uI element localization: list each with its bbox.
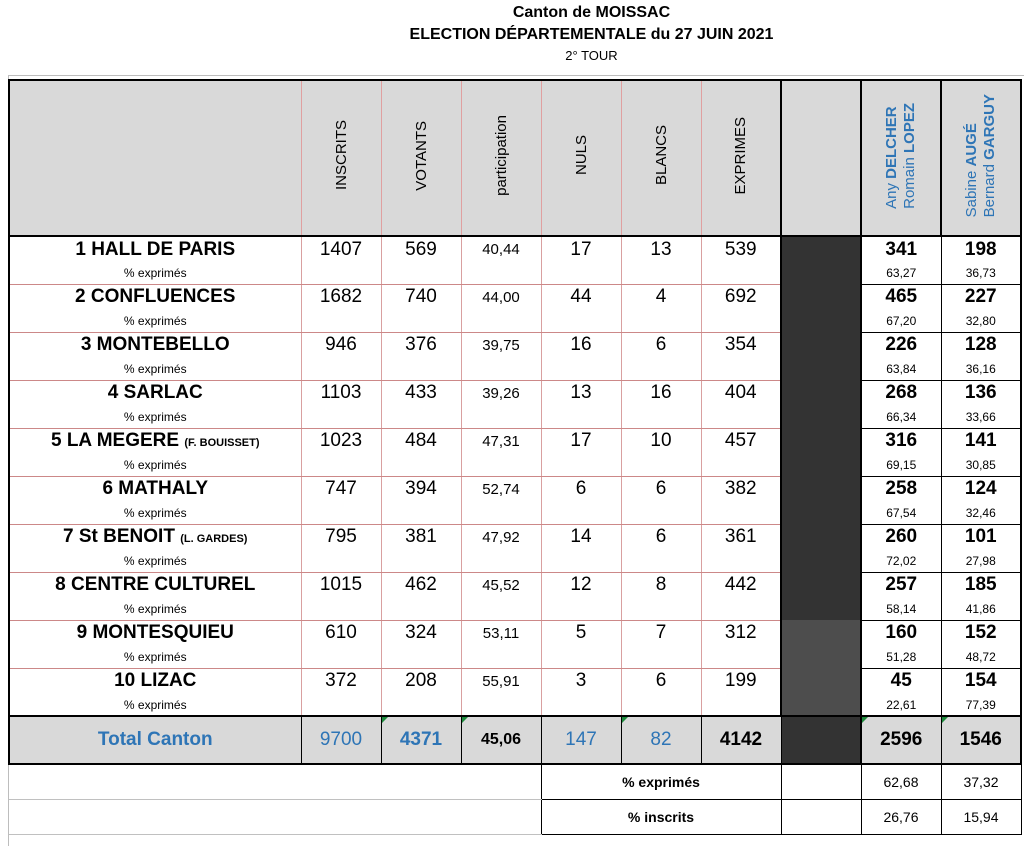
sub-blank (541, 262, 621, 284)
table-subrow (9, 358, 1021, 380)
cell-candidate-2: 101 (941, 524, 1021, 550)
bureau-name: 6 MATHALY (9, 476, 301, 502)
sub-label: % exprimés (9, 502, 301, 524)
stat-inscrits-c2: 15,94 (941, 799, 1021, 834)
sub-blank (301, 598, 381, 620)
cell-votants: 740 (381, 284, 461, 310)
bureau-name: 7 St BENOIT (L. GARDES) (9, 524, 301, 550)
total-label: Total Canton (9, 716, 301, 764)
separator-cell (781, 476, 861, 524)
separator-cell (781, 380, 861, 428)
total-exprimes: 4142 (701, 716, 781, 764)
sub-label: % exprimés (9, 262, 301, 284)
bureau-name: 1 HALL DE PARIS (9, 236, 301, 262)
cell-pct-candidate-2: 48,72 (941, 646, 1021, 668)
sub-blank (301, 646, 381, 668)
cell-blancs: 7 (621, 620, 701, 646)
sub-label: % exprimés (9, 646, 301, 668)
stat-exprimes-c1: 62,68 (861, 764, 941, 799)
table-subrow (9, 502, 1021, 524)
total-row (9, 716, 1021, 764)
sub-blank (381, 358, 461, 380)
cell-nuls: 5 (541, 620, 621, 646)
sub-blank (381, 310, 461, 332)
stat-blank-sep (781, 799, 861, 834)
cell-participation: 47,31 (461, 428, 541, 454)
cell-pct-candidate-2: 27,98 (941, 550, 1021, 572)
cell-pct-candidate-1: 67,20 (861, 310, 941, 332)
cell-candidate-2: 152 (941, 620, 1021, 646)
bureau-name: 10 LIZAC (9, 668, 301, 694)
total-inscrits: 9700 (301, 716, 381, 764)
table-row (9, 236, 1021, 262)
cell-nuls: 6 (541, 476, 621, 502)
sub-blank (701, 406, 781, 428)
cell-nuls: 17 (541, 236, 621, 262)
sub-blank (461, 694, 541, 716)
sub-blank (541, 598, 621, 620)
cell-pct-candidate-1: 69,15 (861, 454, 941, 476)
sub-blank (621, 310, 701, 332)
separator-cell (781, 332, 861, 380)
cell-nuls: 12 (541, 572, 621, 598)
cell-pct-candidate-1: 63,27 (861, 262, 941, 284)
cell-candidate-1: 257 (861, 572, 941, 598)
total-blancs: 82 (621, 716, 701, 764)
sub-blank (701, 454, 781, 476)
cell-blancs: 8 (621, 572, 701, 598)
cell-participation: 39,26 (461, 380, 541, 406)
cell-blancs: 6 (621, 476, 701, 502)
sub-blank (541, 502, 621, 524)
sub-blank (701, 694, 781, 716)
header-row (9, 80, 1021, 236)
separator-cell (781, 284, 861, 332)
sub-blank (461, 502, 541, 524)
cell-exprimes: 312 (701, 620, 781, 646)
sub-label: % exprimés (9, 406, 301, 428)
cell-exprimes: 199 (701, 668, 781, 694)
sub-blank (541, 454, 621, 476)
cell-pct-candidate-2: 32,80 (941, 310, 1021, 332)
sub-blank (541, 646, 621, 668)
sub-blank (381, 406, 461, 428)
cell-inscrits: 372 (301, 668, 381, 694)
table-row (9, 476, 1021, 502)
cell-participation: 40,44 (461, 236, 541, 262)
stat-label-inscrits: % inscrits (541, 799, 781, 834)
sub-blank (621, 406, 701, 428)
sub-blank (701, 358, 781, 380)
bureau-name: 5 LA MEGERE (F. BOUISSET) (9, 428, 301, 454)
sub-label: % exprimés (9, 694, 301, 716)
cell-candidate-2: 128 (941, 332, 1021, 358)
sub-label: % exprimés (9, 310, 301, 332)
sub-label: % exprimés (9, 598, 301, 620)
separator-cell (781, 620, 861, 668)
sub-blank (541, 358, 621, 380)
cell-votants: 324 (381, 620, 461, 646)
sub-blank (701, 646, 781, 668)
stat-label-exprimes: % exprimés (541, 764, 781, 799)
cell-candidate-1: 45 (861, 668, 941, 694)
cell-candidate-1: 226 (861, 332, 941, 358)
sub-blank (381, 454, 461, 476)
cell-exprimes: 539 (701, 236, 781, 262)
cell-candidate-1: 258 (861, 476, 941, 502)
sub-blank (541, 406, 621, 428)
cell-blancs: 6 (621, 668, 701, 694)
cell-participation: 53,11 (461, 620, 541, 646)
header-nuls: NULS (541, 80, 621, 236)
sub-blank (381, 550, 461, 572)
cell-participation: 47,92 (461, 524, 541, 550)
bureau-name: 2 CONFLUENCES (9, 284, 301, 310)
cell-nuls: 44 (541, 284, 621, 310)
cell-candidate-2: 136 (941, 380, 1021, 406)
header-blank (9, 80, 301, 236)
sub-blank (301, 550, 381, 572)
sub-blank (621, 598, 701, 620)
separator-cell (781, 524, 861, 572)
stat-blank (9, 764, 541, 799)
cell-blancs: 6 (621, 524, 701, 550)
cell-inscrits: 1023 (301, 428, 381, 454)
sub-blank (701, 310, 781, 332)
cell-pct-candidate-1: 58,14 (861, 598, 941, 620)
sub-blank (461, 646, 541, 668)
cell-pct-candidate-2: 32,46 (941, 502, 1021, 524)
table-subrow (9, 598, 1021, 620)
sub-blank (381, 598, 461, 620)
cell-votants: 484 (381, 428, 461, 454)
sub-blank (621, 502, 701, 524)
page-title-line2: ELECTION DÉPARTEMENTALE du 27 JUIN 2021 (409, 26, 774, 43)
table-subrow (9, 550, 1021, 572)
stat-inscrits-c1: 26,76 (861, 799, 941, 834)
sub-blank (621, 262, 701, 284)
header-candidate-1: Any DELCHER Romain LOPEZ (861, 80, 941, 236)
cell-exprimes: 382 (701, 476, 781, 502)
sub-blank (621, 454, 701, 476)
cell-inscrits: 946 (301, 332, 381, 358)
separator-cell (781, 428, 861, 476)
sub-blank (301, 262, 381, 284)
cell-exprimes: 404 (701, 380, 781, 406)
page-title-line3: 2° TOUR (565, 48, 618, 63)
cell-pct-candidate-2: 41,86 (941, 598, 1021, 620)
stat-blank-sep (781, 764, 861, 799)
cell-candidate-2: 227 (941, 284, 1021, 310)
cell-pct-candidate-1: 22,61 (861, 694, 941, 716)
sub-blank (621, 694, 701, 716)
table-row (9, 572, 1021, 598)
sub-blank (381, 502, 461, 524)
table-subrow (9, 310, 1021, 332)
separator-cell (781, 572, 861, 620)
cell-pct-candidate-2: 33,66 (941, 406, 1021, 428)
sub-blank (461, 550, 541, 572)
table-subrow (9, 406, 1021, 428)
sub-label: % exprimés (9, 550, 301, 572)
cell-inscrits: 610 (301, 620, 381, 646)
table-subrow (9, 694, 1021, 716)
cell-votants: 394 (381, 476, 461, 502)
cell-inscrits: 1407 (301, 236, 381, 262)
bureau-name: 9 MONTESQUIEU (9, 620, 301, 646)
bureau-suffix: (L. GARDES) (180, 533, 248, 546)
cell-votants: 381 (381, 524, 461, 550)
cell-candidate-1: 316 (861, 428, 941, 454)
cell-candidate-1: 268 (861, 380, 941, 406)
table-subrow (9, 646, 1021, 668)
cell-participation: 52,74 (461, 476, 541, 502)
results-table (8, 79, 1022, 835)
sub-blank (461, 262, 541, 284)
cell-blancs: 4 (621, 284, 701, 310)
cell-blancs: 10 (621, 428, 701, 454)
total-nuls: 147 (541, 716, 621, 764)
header-blancs: BLANCS (621, 80, 701, 236)
separator-column (781, 80, 861, 236)
sub-blank (301, 406, 381, 428)
cell-exprimes: 457 (701, 428, 781, 454)
separator-cell (781, 236, 861, 284)
cell-candidate-1: 260 (861, 524, 941, 550)
cell-candidate-1: 341 (861, 236, 941, 262)
cell-exprimes: 361 (701, 524, 781, 550)
cell-candidate-2: 185 (941, 572, 1021, 598)
header-candidate-2: Sabine AUGÉ Bernard GARGUY (941, 80, 1021, 236)
cell-candidate-2: 124 (941, 476, 1021, 502)
cell-blancs: 16 (621, 380, 701, 406)
cell-blancs: 6 (621, 332, 701, 358)
cell-pct-candidate-1: 66,34 (861, 406, 941, 428)
sub-blank (461, 310, 541, 332)
total-participation: 45,06 (461, 716, 541, 764)
cell-nuls: 13 (541, 380, 621, 406)
header-votants: VOTANTS (381, 80, 461, 236)
table-subrow (9, 454, 1021, 476)
sub-blank (541, 694, 621, 716)
sub-blank (461, 406, 541, 428)
cell-pct-candidate-1: 67,54 (861, 502, 941, 524)
cell-inscrits: 747 (301, 476, 381, 502)
table-row (9, 332, 1021, 358)
cell-inscrits: 795 (301, 524, 381, 550)
sub-blank (701, 550, 781, 572)
cell-participation: 55,91 (461, 668, 541, 694)
table-row (9, 284, 1021, 310)
header-exprimes: EXPRIMES (701, 80, 781, 236)
header-participation: participation (461, 80, 541, 236)
cell-pct-candidate-2: 36,73 (941, 262, 1021, 284)
stat-blank (9, 799, 541, 834)
table-row (9, 380, 1021, 406)
sub-blank (461, 358, 541, 380)
table-row (9, 524, 1021, 550)
table-row (9, 620, 1021, 646)
cell-votants: 208 (381, 668, 461, 694)
bureau-name: 3 MONTEBELLO (9, 332, 301, 358)
cell-exprimes: 692 (701, 284, 781, 310)
cell-pct-candidate-2: 77,39 (941, 694, 1021, 716)
header-inscrits: INSCRITS (301, 80, 381, 236)
cell-votants: 433 (381, 380, 461, 406)
sub-blank (621, 550, 701, 572)
bureau-name: 8 CENTRE CULTUREL (9, 572, 301, 598)
sub-blank (301, 358, 381, 380)
cell-inscrits: 1103 (301, 380, 381, 406)
stat-row-exprimes (9, 764, 1021, 799)
cell-nuls: 16 (541, 332, 621, 358)
cell-nuls: 17 (541, 428, 621, 454)
cell-votants: 569 (381, 236, 461, 262)
cell-pct-candidate-1: 51,28 (861, 646, 941, 668)
cell-participation: 39,75 (461, 332, 541, 358)
sub-blank (541, 550, 621, 572)
stat-row-inscrits (9, 799, 1021, 834)
sub-blank (541, 310, 621, 332)
total-candidate-1: 2596 (861, 716, 941, 764)
cell-participation: 45,52 (461, 572, 541, 598)
table-row (9, 668, 1021, 694)
cell-pct-candidate-2: 36,16 (941, 358, 1021, 380)
sub-blank (701, 598, 781, 620)
sub-blank (461, 454, 541, 476)
cell-candidate-2: 141 (941, 428, 1021, 454)
cell-exprimes: 354 (701, 332, 781, 358)
table-subrow (9, 262, 1021, 284)
cell-pct-candidate-2: 30,85 (941, 454, 1021, 476)
sub-label: % exprimés (9, 358, 301, 380)
cell-candidate-1: 160 (861, 620, 941, 646)
cell-pct-candidate-1: 63,84 (861, 358, 941, 380)
sub-blank (301, 310, 381, 332)
cell-nuls: 14 (541, 524, 621, 550)
total-votants: 4371 (381, 716, 461, 764)
sub-blank (701, 502, 781, 524)
sub-blank (301, 502, 381, 524)
cell-votants: 376 (381, 332, 461, 358)
sub-blank (701, 262, 781, 284)
cell-votants: 462 (381, 572, 461, 598)
cell-inscrits: 1015 (301, 572, 381, 598)
cell-nuls: 3 (541, 668, 621, 694)
sub-blank (621, 646, 701, 668)
page-title-line1: Canton de MOISSAC (512, 4, 671, 21)
bureau-suffix: (F. BOUISSET) (184, 437, 260, 450)
sub-label: % exprimés (9, 454, 301, 476)
cell-candidate-1: 465 (861, 284, 941, 310)
cell-candidate-2: 198 (941, 236, 1021, 262)
cell-participation: 44,00 (461, 284, 541, 310)
sub-blank (301, 694, 381, 716)
bureau-name: 4 SARLAC (9, 380, 301, 406)
sub-blank (381, 694, 461, 716)
separator-cell (781, 668, 861, 716)
sub-blank (381, 646, 461, 668)
cell-inscrits: 1682 (301, 284, 381, 310)
stat-exprimes-c2: 37,32 (941, 764, 1021, 799)
total-candidate-2: 1546 (941, 716, 1021, 764)
table-row (9, 428, 1021, 454)
total-separator (781, 716, 861, 764)
sub-blank (621, 358, 701, 380)
sub-blank (461, 598, 541, 620)
cell-exprimes: 442 (701, 572, 781, 598)
cell-candidate-2: 154 (941, 668, 1021, 694)
cell-pct-candidate-1: 72,02 (861, 550, 941, 572)
sub-blank (301, 454, 381, 476)
cell-blancs: 13 (621, 236, 701, 262)
sub-blank (381, 262, 461, 284)
